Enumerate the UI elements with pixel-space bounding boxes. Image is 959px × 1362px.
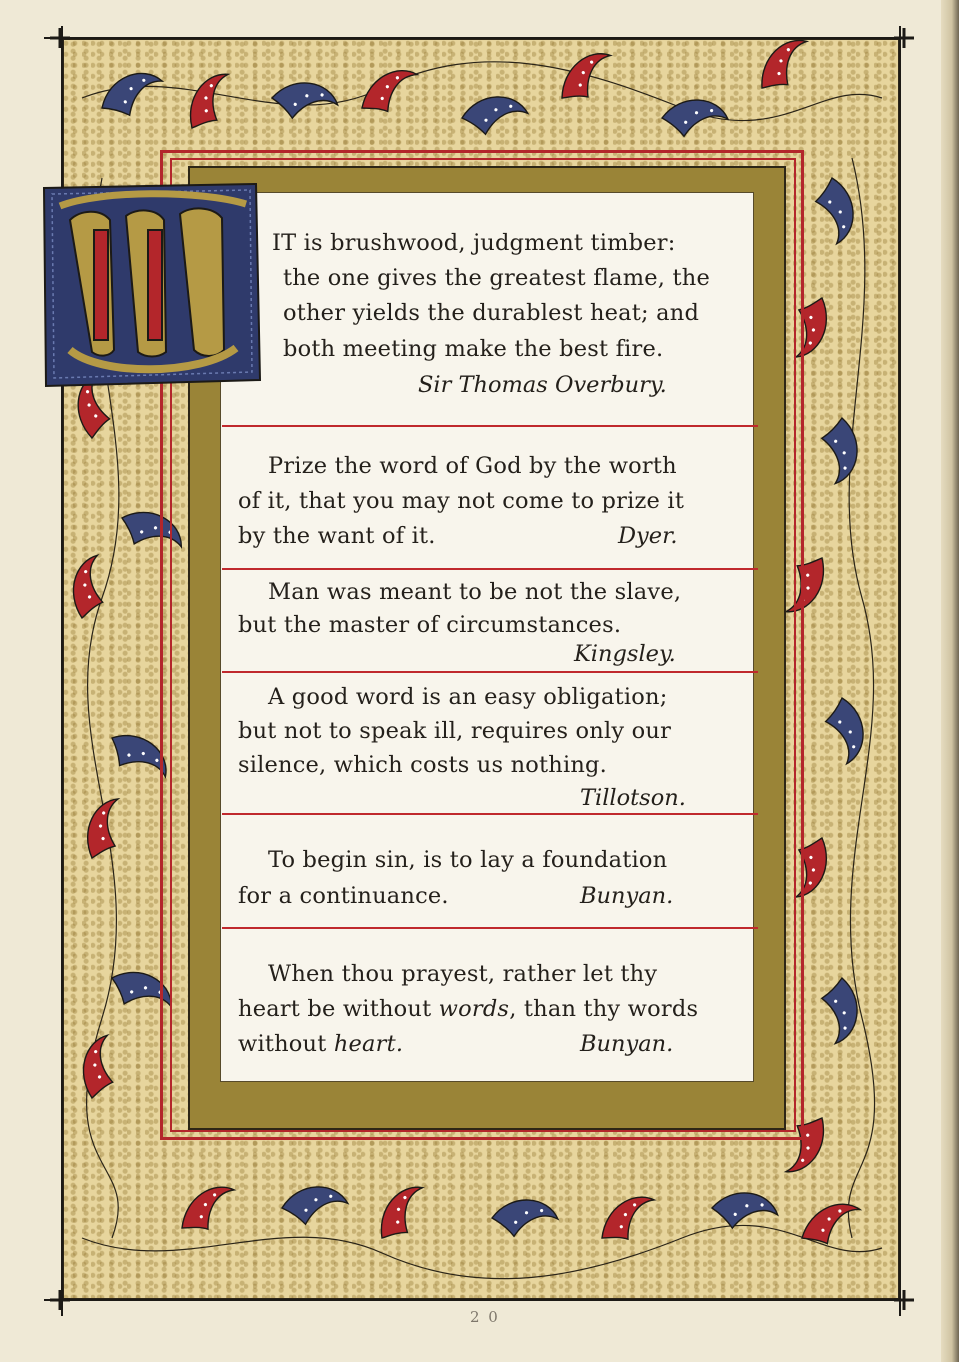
quote-line: To begin sin, is to lay a foundation xyxy=(268,847,668,873)
corner-mark-icon xyxy=(48,1288,72,1312)
quote-line: silence, which costs us nothing. xyxy=(238,752,607,778)
quote-author: Bunyan. xyxy=(580,1031,674,1057)
quote-divider xyxy=(222,813,758,815)
quote-line: Man was meant to be not the slave, xyxy=(268,579,682,605)
quote-divider xyxy=(222,927,758,929)
quote-divider xyxy=(222,671,758,673)
quote-text: without xyxy=(238,1031,334,1057)
corner-mark-icon xyxy=(892,1288,916,1312)
page-number: 2 0 xyxy=(470,1308,500,1326)
quote-line: but not to speak ill, requires only our xyxy=(238,718,672,744)
quote-text: heart be without xyxy=(238,996,439,1022)
quote-author: Bunyan. xyxy=(580,883,674,909)
quote-author: Kingsley. xyxy=(574,641,676,667)
quote-line: other yields the durablest heat; and xyxy=(283,300,700,326)
right-rule xyxy=(899,26,901,1316)
quote-text: , than thy words xyxy=(509,996,699,1022)
quote-line: of it, that you may not come to prize it xyxy=(238,488,685,514)
quote-line: both meeting make the best fire. xyxy=(283,336,664,362)
quote-line: the one gives the greatest flame, the xyxy=(283,265,710,291)
quote-line: IT is brushwood, judgment timber: xyxy=(272,230,676,256)
quote-divider xyxy=(222,568,758,570)
quote-author: Sir Thomas Overbury. xyxy=(418,372,667,398)
quote-divider xyxy=(222,425,758,427)
quote-line: by the want of it. xyxy=(238,523,436,549)
quote-line: When thou prayest, rather let thy xyxy=(268,961,658,987)
bottom-rule xyxy=(44,1299,914,1301)
illuminated-initial-w xyxy=(40,180,264,390)
quote-line xyxy=(238,996,698,1022)
corner-mark-icon xyxy=(48,26,72,50)
quote-line xyxy=(238,1031,403,1057)
quote-line: for a continuance. xyxy=(238,883,449,909)
quote-line: but the master of circumstances. xyxy=(238,612,622,638)
quote-line: A good word is an easy obligation; xyxy=(268,684,668,710)
quote-author: Dyer. xyxy=(618,523,678,549)
quote-text-italic: words xyxy=(438,996,510,1022)
quote-line: Prize the word of God by the worth xyxy=(268,453,677,479)
page-edge xyxy=(941,0,959,1362)
top-rule xyxy=(44,37,914,39)
quote-text-italic: heart. xyxy=(333,1031,404,1057)
corner-mark-icon xyxy=(892,26,916,50)
quote-author: Tillotson. xyxy=(580,785,686,811)
